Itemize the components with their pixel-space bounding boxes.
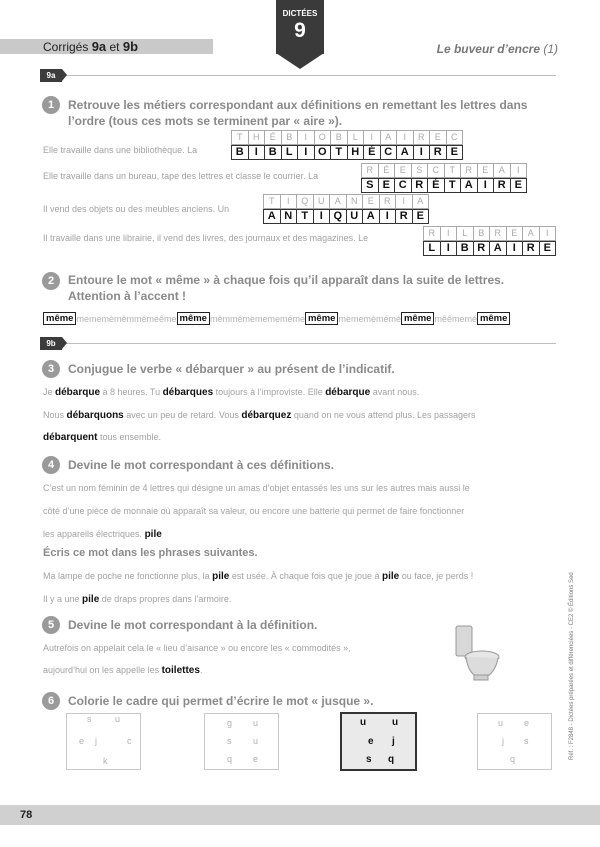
exercise-number: 4 [42,456,60,474]
letter-cell: A [362,209,380,224]
ex1-sentence: Il vend des objets ou des meubles anciens. Un [43,204,230,214]
letter-sequence: mememèmémè [338,313,401,324]
ex1-sentence: Elle travaille dans une bibliothèque. La [43,145,198,155]
exercise-question: Devine le mot correspondant à ces définitions. [68,458,335,472]
letter-cell: I [395,194,413,209]
letter-frame-selected[interactable]: u u e j s q [340,712,417,771]
letter-cell: E [510,178,528,193]
letter-cell: C [380,145,398,160]
exercise-question: Colorie le cadre qui permet d’écrire le mot « jusque ». [68,694,374,708]
letter-frame[interactable]: u e j s q [477,713,552,770]
dictee-badge [276,0,324,70]
letter-cell: R [423,226,441,241]
letter-cell: É [264,130,282,145]
letter-cell: E [362,194,380,209]
letter-cell: C [427,163,445,178]
letter-cell: A [493,163,511,178]
meme-letter-run [43,312,556,325]
letter-cell: É [378,163,396,178]
divider [43,343,556,344]
letter-cell: N [346,194,364,209]
letter-cell: N [280,209,298,224]
meme-boxed: même [477,312,510,325]
letter-cell: A [396,145,414,160]
letter-cell: L [281,145,299,160]
letter-cell: I [297,145,315,160]
letter-cell: I [440,241,458,256]
letter-cell: I [440,226,458,241]
letter-cell: E [446,145,464,160]
letter-cell: L [456,226,474,241]
letter-cell: I [280,194,298,209]
letter-cell: T [330,145,348,160]
letter-cell: R [395,209,413,224]
section-tag-9b: 9b [40,337,62,350]
exercise-question: Devine le mot correspondant à la définition. [68,618,318,632]
ex1-sentence: Elle travaille dans un bureau, tape des lettres et classe le courrier. La [43,171,319,181]
letter-cell: A [412,194,430,209]
answer-grid [362,178,527,193]
letter-cell: T [444,178,462,193]
exercise-number: 3 [42,360,60,378]
letter-cell: E [477,163,495,178]
ex4-sentence: Il y a une pile de draps propres dans l’armoire. [43,594,232,605]
letter-cell: I [413,145,431,160]
letter-cell: R [413,130,431,145]
letter-cell: I [313,209,331,224]
letter-cell: E [506,226,524,241]
letter-cell: É [427,178,445,193]
page-number: 78 [20,809,33,821]
exercise-number: 2 [42,272,60,290]
letter-cell: R [379,194,397,209]
ex4-definition: côté d’une pièce de monnaie où apparaît sa valeur, ou encore une batterie qui permet de faire fonctionner [43,506,465,516]
letter-cell: E [378,178,396,193]
letter-cell: I [506,241,524,256]
ex4-subquestion: Écris ce mot dans les phrases suivantes. [43,547,258,559]
letter-cell: U [346,209,364,224]
exercise-question: Retrouve les métiers correspondant aux définitions en remettant les lettres dans l’ordre (tous ces mots se terminent par « aire »). [68,98,528,128]
badge-label: DICTÉES [282,9,318,18]
letter-cell: E [412,209,430,224]
badge-number: 9 [294,19,306,42]
letter-cell: T [231,130,249,145]
letter-cell: B [456,241,474,256]
letter-cell: R [361,163,379,178]
exercise-question: Conjugue le verbe « débarquer » au présent de l’indicatif. [68,362,395,376]
letter-cell: B [473,226,491,241]
letter-sequence: mêêmemé [434,313,477,324]
section-tag-9a: 9a [40,69,62,82]
exercise-number: 5 [42,616,60,634]
letter-cell: A [522,226,540,241]
letter-cell: E [394,163,412,178]
footer-bar [0,805,600,825]
ex5-text: Autrefois on appelait cela le « lieu d’aisance » ou encore les « commodités », [43,643,351,653]
ex3-line: débarquent tous ensemble. [43,432,161,443]
answer-grid [232,145,463,160]
letter-cell: T [263,194,281,209]
letter-cell: R [411,178,429,193]
letter-cell: O [314,145,332,160]
scrambled-grid [264,194,429,209]
letter-cell: I [477,178,495,193]
ex1-sentence: Il travaille dans une librairie, il vend des livres, des journaux et des magazines. Le [43,233,369,243]
scrambled-grid [232,130,463,145]
letter-cell: S [361,178,379,193]
letter-cell: I [363,130,381,145]
answer-grid [264,209,429,224]
exercise-number: 1 [42,96,60,114]
letter-cell: L [347,130,365,145]
letter-cell: E [539,241,557,256]
letter-cell: B [281,130,299,145]
letter-cell: R [460,163,478,178]
exercise-question: Entoure le mot « même » à chaque fois qu’il apparaît dans la suite de lettres. Attention à l’accent ! [68,273,505,303]
letter-cell: É [363,145,381,160]
letter-cell: A [460,178,478,193]
letter-frame[interactable]: g u s u q e [204,713,279,770]
scrambled-grid [362,163,527,178]
letter-sequence: mememèmèmmémeême [76,313,177,324]
divider [43,75,556,76]
letter-cell: T [296,209,314,224]
letter-cell: B [330,130,348,145]
letter-cell: R [493,178,511,193]
ex4-sentence: Ma lampe de poche ne fonctionne plus, la pile est usée. À chaque fois que je joue à pile ou face, je perds ! [43,571,474,582]
letter-cell: I [379,209,397,224]
letter-cell: H [248,130,266,145]
letter-frame[interactable]: s u e j c k [66,713,141,770]
meme-boxed: même [305,312,338,325]
letter-cell: C [446,130,464,145]
letter-cell: E [429,130,447,145]
letter-cell: R [489,226,507,241]
answer-grid [424,241,556,256]
letter-cell: R [429,145,447,160]
letter-cell: L [423,241,441,256]
ex5-text: aujourd’hui on les appelle les toilettes. [43,665,203,676]
letter-cell: A [329,194,347,209]
letter-cell: R [522,241,540,256]
letter-cell: I [297,130,315,145]
ex3-line: Nous débarquons avec un peu de retard. Vous débarquez quand on ne vous attend plus. Les passagers [43,410,476,421]
exercise-number: 6 [42,692,60,710]
meme-boxed: même [43,312,76,325]
letter-cell: I [539,226,557,241]
letter-cell: B [231,145,249,160]
toilet-icon [452,624,502,682]
letter-cell: O [314,130,332,145]
letter-cell: C [394,178,412,193]
ex4-definition: les appareils électriques. pile [43,529,162,540]
meme-boxed: même [401,312,434,325]
letter-cell: B [264,145,282,160]
ex4-definition: C’est un nom féminin de 4 lettres qui désigne un amas d’objet entassés les uns sur les autres mais aussi le [43,483,470,493]
letter-sequence: mèmmémemememéme [209,313,305,324]
letter-cell: A [489,241,507,256]
header-corriges: Corrigés 9a et 9b [43,39,139,54]
letter-cell: A [380,130,398,145]
letter-cell: R [473,241,491,256]
page-title: Le buveur d’encre (1) [436,42,558,56]
letter-cell: I [248,145,266,160]
letter-cell: U [313,194,331,209]
letter-cell: T [444,163,462,178]
scrambled-grid [424,226,556,241]
letter-cell: I [510,163,528,178]
copyright-side-note: Réf. : F2848 - Dictées préparées et différenciées - CE2 © Éditions Sed [569,572,575,760]
letter-cell: Q [329,209,347,224]
meme-boxed: même [177,312,210,325]
letter-cell: S [411,163,429,178]
letter-cell: I [396,130,414,145]
letter-cell: A [263,209,281,224]
letter-cell: Q [296,194,314,209]
ex3-line: Je débarque à 8 heures. Tu débarques toujours à l’improviste. Elle débarque avant nous. [43,387,420,398]
letter-cell: H [347,145,365,160]
